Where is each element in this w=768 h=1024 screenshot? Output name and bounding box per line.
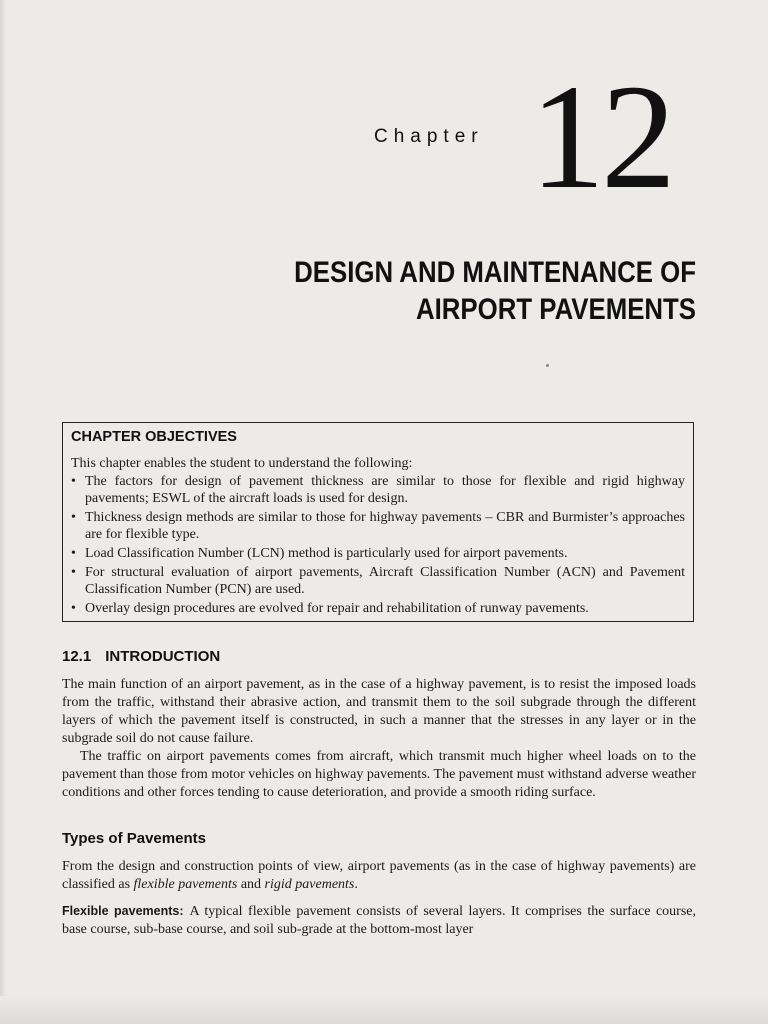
objective-item: • For structural evaluation of airport pavements, Aircraft Classification Number (ACN) and Pavement Classification Number (PCN) are used.	[71, 565, 685, 597]
flexible-pavements-label: Flexible pavements:	[62, 904, 184, 918]
intro-paragraph-2: The traffic on airport pavements comes from aircraft, which transmit much higher wheel loads on to the pavement than those from motor vehicles on highway pavements. The pavement must withstand adverse weather conditions and other forces tending to cause deterioration, and provide a smooth riding surface.	[62, 749, 696, 800]
bullet-icon: •	[71, 474, 76, 489]
bullet-icon: •	[71, 565, 76, 580]
chapter-label: Chapter	[374, 126, 484, 147]
types-paragraph: From the design and construction points of view, airport pavements (as in the case of highway pavements) are classified as flexible pavements and rigid pavements.	[62, 859, 696, 892]
chapter-title	[249, 254, 696, 328]
objectives-list	[71, 473, 685, 617]
chapter-number: 12	[530, 54, 672, 220]
chapter-objectives-box	[62, 422, 694, 622]
bullet-icon: •	[71, 546, 76, 561]
objective-item: • Load Classification Number (LCN) method is particularly used for airport pavements.	[71, 546, 568, 561]
section-title: INTRODUCTION	[105, 648, 221, 665]
speck-mark	[546, 364, 549, 367]
page-left-edge	[0, 0, 6, 1024]
flexible-term: flexible pavements	[133, 877, 238, 892]
objective-item: • Overlay design procedures are evolved for repair and rehabilitation of runway pavements.	[71, 601, 589, 616]
objective-item: • Thickness design methods are similar to those for highway pavements – CBR and Burmister’s approaches are for flexible type.	[71, 510, 685, 542]
flexible-pavements-paragraph: Flexible pavements: A typical flexible pavement consists of several layers. It comprises the surface course, base course, sub-base course, and soil sub-grade at the bottom-most layer	[62, 904, 696, 937]
objectives-intro: This chapter enables the student to understand the following:	[71, 456, 413, 471]
introduction-body	[62, 676, 696, 802]
intro-paragraph-1: The main function of an airport pavement, as in the case of a highway pavement, is to resist the imposed loads from the traffic, withstand their abrasive action, and transmit them to the soil subgrade through the different layers of which the pavement itself is constructed, in such a manner that the stresses in any layer or in the subgrade soil do not cause failure.	[62, 677, 696, 746]
types-of-pavements-heading: Types of Pavements	[62, 830, 206, 847]
section-heading-introduction	[62, 648, 220, 665]
types-body	[62, 858, 696, 939]
page-bottom-edge	[0, 996, 768, 1024]
rigid-term: rigid pavements	[264, 877, 355, 892]
bullet-icon: •	[71, 601, 76, 616]
chapter-title-line-2: AIRPORT PAVEMENTS	[416, 293, 696, 326]
objectives-heading: CHAPTER OBJECTIVES	[71, 429, 237, 445]
objective-item: • The factors for design of pavement thickness are similar to those for flexible and rigid highway pavements; ESWL of the aircraft loads is used for design.	[71, 474, 685, 506]
chapter-title-line-1: DESIGN AND MAINTENANCE OF	[294, 256, 696, 289]
section-number: 12.1	[62, 648, 92, 665]
bullet-icon: •	[71, 510, 76, 525]
